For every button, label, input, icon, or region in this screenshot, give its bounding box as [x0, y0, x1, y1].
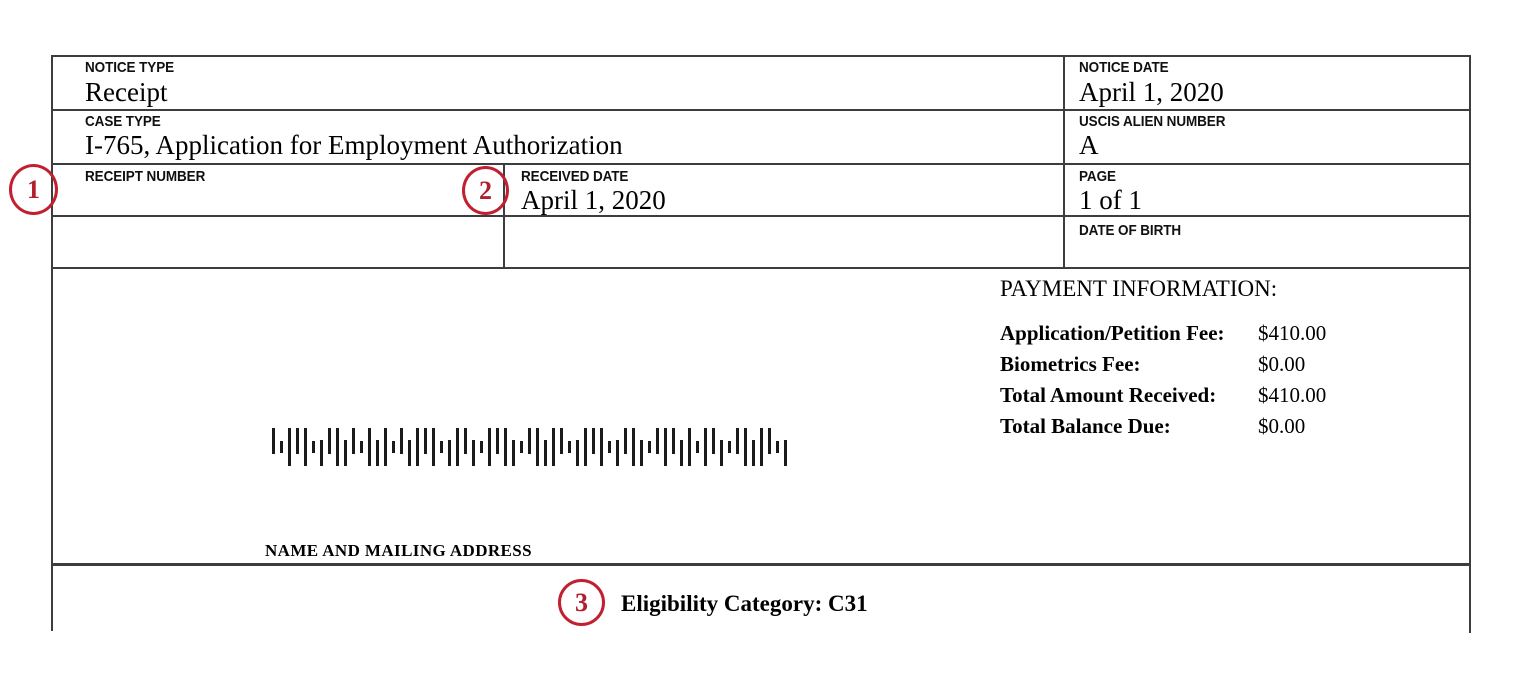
- name-and-mailing-address-label: NAME AND MAILING ADDRESS: [265, 541, 532, 560]
- payment-row-value: $0.00: [1258, 352, 1306, 376]
- barcode-bar: [568, 441, 571, 453]
- notice-date-label: NOTICE DATE: [1079, 59, 1169, 76]
- payment-row-label: Application/Petition Fee:: [1000, 321, 1225, 345]
- barcode-bar: [408, 440, 411, 466]
- case-type-label: CASE TYPE: [85, 113, 161, 130]
- received-date-label: RECEIVED DATE: [521, 168, 629, 185]
- barcode-bar: [600, 428, 603, 466]
- table-row3-divider: [51, 215, 1471, 217]
- mailing-barcode: [272, 428, 792, 466]
- payment-row-label: Biometrics Fee:: [1000, 352, 1141, 376]
- barcode-bar: [424, 428, 427, 454]
- barcode-bar: [552, 428, 555, 466]
- payment-row-value: $410.00: [1258, 383, 1327, 407]
- barcode-bar: [728, 441, 731, 453]
- barcode-bar: [272, 428, 275, 454]
- barcode-bar: [392, 441, 395, 453]
- payment-row-biometrics-fee: [1000, 352, 1326, 383]
- notice-date-value: April 1, 2020: [1079, 77, 1224, 107]
- barcode-bar: [376, 440, 379, 466]
- barcode-bar: [528, 428, 531, 454]
- barcode-bar: [536, 428, 539, 466]
- page-label: PAGE: [1079, 168, 1116, 185]
- barcode-bar: [584, 428, 587, 466]
- barcode-bar: [368, 428, 371, 466]
- barcode-bar: [352, 428, 355, 454]
- barcode-bar: [416, 428, 419, 466]
- received-date-value: April 1, 2020: [521, 185, 666, 215]
- barcode-bar: [720, 440, 723, 466]
- barcode-bar: [512, 440, 515, 466]
- barcode-bar: [664, 428, 667, 466]
- barcode-bar: [488, 428, 491, 466]
- address-section-divider: [51, 563, 1471, 566]
- barcode-bar: [576, 440, 579, 466]
- barcode-bar: [400, 428, 403, 454]
- alien-number-value: A: [1079, 130, 1099, 160]
- barcode-bar: [712, 428, 715, 454]
- case-type-value: I-765, Application for Employment Authorization: [85, 130, 623, 160]
- barcode-bar: [296, 428, 299, 454]
- payment-row-value: $410.00: [1258, 321, 1327, 345]
- barcode-bar: [760, 428, 763, 466]
- barcode-bar: [464, 428, 467, 454]
- receipt-number-label: RECEIPT NUMBER: [85, 168, 206, 185]
- barcode-bar: [288, 428, 291, 466]
- payment-row-application-fee: [1000, 321, 1326, 352]
- barcode-bar: [688, 428, 691, 466]
- barcode-bar: [608, 441, 611, 453]
- barcode-bar: [440, 441, 443, 453]
- annotation-number: 2: [479, 175, 492, 205]
- barcode-bar: [632, 428, 635, 466]
- barcode-bar: [616, 440, 619, 466]
- barcode-bar: [672, 428, 675, 454]
- barcode-bar: [336, 428, 339, 466]
- barcode-bar: [544, 440, 547, 466]
- barcode-bar: [784, 440, 787, 466]
- alien-number-label: USCIS ALIEN NUMBER: [1079, 113, 1226, 130]
- barcode-bar: [480, 441, 483, 453]
- annotation-circle-3: [558, 579, 605, 626]
- barcode-bar: [768, 428, 771, 454]
- barcode-bar: [280, 441, 283, 453]
- eligibility-category-text: Eligibility Category: C31: [621, 591, 868, 616]
- barcode-bar: [360, 441, 363, 453]
- annotation-circle-2: [462, 166, 509, 215]
- notice-type-value: Receipt: [85, 77, 168, 107]
- table-bottom-border: [51, 267, 1471, 269]
- page-value: 1 of 1: [1079, 185, 1142, 215]
- payment-row-value: $0.00: [1258, 414, 1306, 438]
- barcode-bar: [312, 441, 315, 453]
- annotation-number: 1: [27, 174, 40, 204]
- table-row2-divider: [51, 163, 1471, 165]
- table-right-column-divider: [1063, 55, 1065, 267]
- payment-information-list: [1000, 321, 1326, 445]
- barcode-bar: [456, 428, 459, 466]
- barcode-bar: [432, 428, 435, 466]
- payment-row-total-received: [1000, 383, 1326, 414]
- barcode-bar: [592, 428, 595, 454]
- annotation-circle-1: [9, 164, 58, 215]
- barcode-bar: [736, 428, 739, 454]
- barcode-bar: [648, 441, 651, 453]
- table-row1-divider: [51, 109, 1471, 111]
- notice-type-label: NOTICE TYPE: [85, 59, 175, 76]
- barcode-bar: [696, 441, 699, 453]
- barcode-bar: [328, 428, 331, 454]
- annotation-number: 3: [575, 587, 588, 617]
- payment-row-balance-due: [1000, 414, 1326, 445]
- page-left-border: [51, 55, 53, 631]
- barcode-bar: [752, 440, 755, 466]
- barcode-bar: [320, 440, 323, 466]
- barcode-bar: [640, 440, 643, 466]
- barcode-bar: [624, 428, 627, 454]
- barcode-bar: [520, 441, 523, 453]
- barcode-bar: [776, 441, 779, 453]
- payment-information-title: PAYMENT INFORMATION:: [1000, 276, 1278, 301]
- table-top-border: [51, 55, 1471, 57]
- barcode-bar: [504, 428, 507, 466]
- barcode-bar: [704, 428, 707, 466]
- barcode-bar: [744, 428, 747, 466]
- barcode-bar: [496, 428, 499, 454]
- payment-row-label: Total Balance Due:: [1000, 414, 1171, 438]
- barcode-bar: [560, 428, 563, 454]
- page-right-border: [1469, 55, 1471, 633]
- barcode-bar: [384, 428, 387, 466]
- barcode-bar: [344, 440, 347, 466]
- payment-row-label: Total Amount Received:: [1000, 383, 1217, 407]
- barcode-bar: [680, 440, 683, 466]
- barcode-bar: [448, 440, 451, 466]
- barcode-bar: [472, 440, 475, 466]
- barcode-bar: [656, 428, 659, 454]
- barcode-bar: [304, 428, 307, 466]
- date-of-birth-label: DATE OF BIRTH: [1079, 222, 1182, 239]
